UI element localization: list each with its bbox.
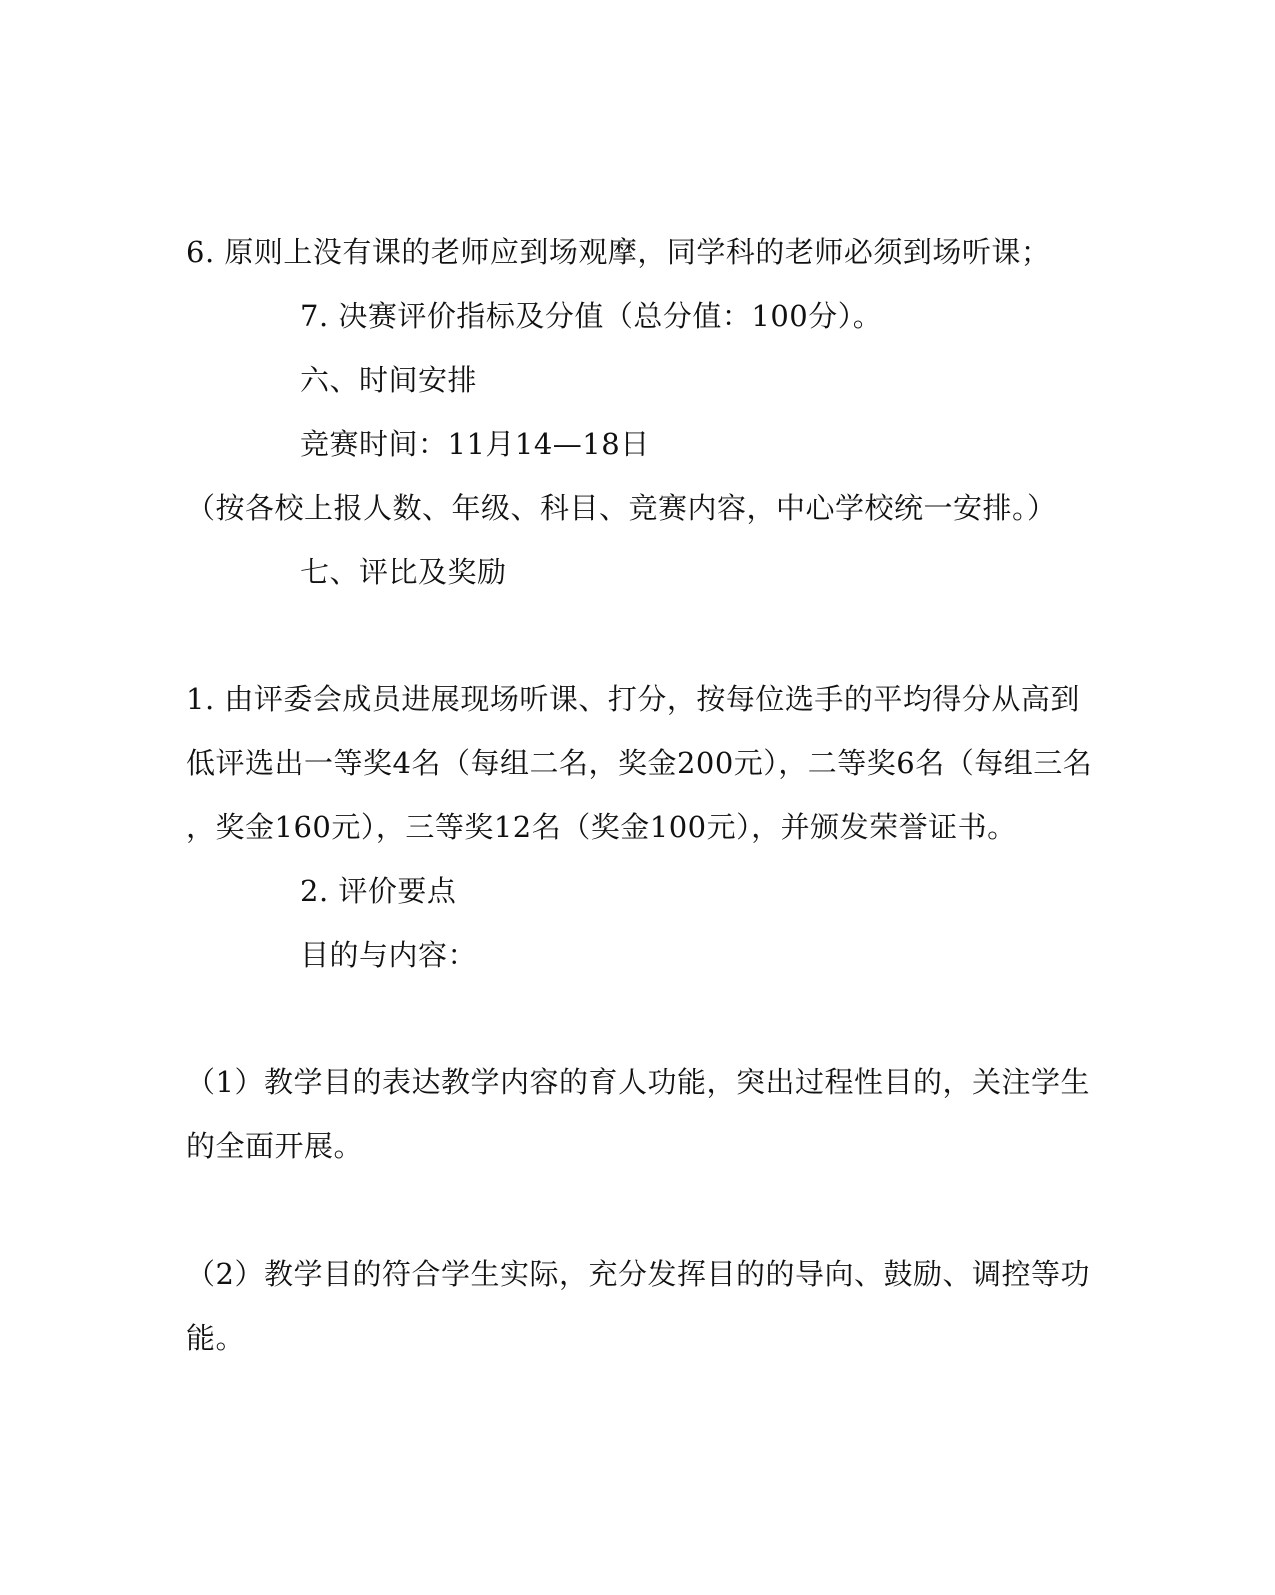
point-1-line-1: （1）教学目的表达教学内容的育人功能，突出过程性目的，关注学生 <box>186 1065 1090 1099</box>
point-1-line-2: 的全面开展。 <box>186 1129 364 1163</box>
competition-time: 竞赛时间：11月14—18日 <box>300 427 650 461</box>
award-paragraph-line-2: 低评选出一等奖4名（每组二名，奖金200元），二等奖6名（每组三名 <box>186 746 1093 780</box>
award-paragraph-line-1: 1. 由评委会成员进展现场听课、打分，按每位选手的平均得分从高到 <box>186 682 1080 716</box>
section-6-heading: 六、时间安排 <box>300 363 478 397</box>
award-paragraph-line-3: ，奖金160元），三等奖12名（奖金100元），并颁发荣誉证书。 <box>186 810 1017 844</box>
arrangement-note: （按各校上报人数、年级、科目、竞赛内容，中心学校统一安排。） <box>186 491 1057 525</box>
point-2-line-1: （2）教学目的符合学生实际，充分发挥目的的导向、鼓励、调控等功 <box>186 1257 1090 1291</box>
item-7-text: 7. 决赛评价指标及分值（总分值：100分）。 <box>300 299 883 333</box>
goal-content-heading: 目的与内容： <box>300 938 478 972</box>
point-2-line-2: 能。 <box>186 1321 246 1355</box>
evaluation-points-heading: 2. 评价要点 <box>300 874 457 908</box>
item-6-text: 6. 原则上没有课的老师应到场观摩，同学科的老师必须到场听课； <box>186 235 1051 269</box>
section-7-heading: 七、评比及奖励 <box>300 555 507 589</box>
